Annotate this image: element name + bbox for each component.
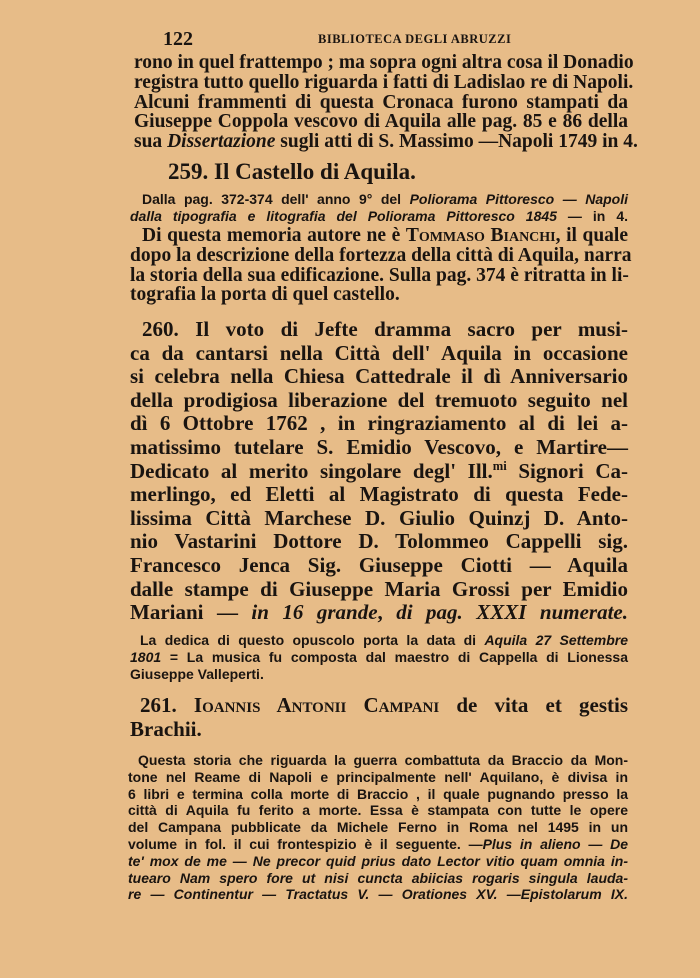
- text-segment: 1801: [130, 648, 162, 665]
- text-line: [130, 578, 628, 602]
- text-segment: di pag. XXXI numerate.: [396, 600, 629, 625]
- text-line: [128, 769, 628, 786]
- text-segment: Poliorama Pittoresco — Napoli: [409, 191, 628, 207]
- text-segment: Dedicato al merito singolare degl' Ill.: [130, 458, 493, 483]
- text-segment: sua: [134, 131, 168, 153]
- text-segment: matissimo tutelare S. Emidio Vescovo, e Martire—: [130, 434, 628, 459]
- text-line: [130, 694, 628, 718]
- text-line: [128, 836, 628, 853]
- text-segment: della prodigiosa liberazione del tremuoto seguito nel: [130, 387, 628, 412]
- paragraph-continued: [134, 52, 638, 153]
- page-header: [0, 28, 700, 50]
- text-segment: Giuseppe Coppola vescovo di Aquila alle pag. 85 e 86 della: [134, 111, 628, 133]
- text-line: [130, 718, 628, 742]
- text-segment: rono in quel frattempo ; ma sopra ogni altra cosa il Donadio: [134, 52, 634, 73]
- text-segment: dì 6 Ottobre 1762 , in ringraziamento al di lei a-: [130, 411, 628, 436]
- text-segment: tuearo Nam spero fore ut nisi cuncta abiicias rogaris singula lauda-: [128, 869, 628, 886]
- text-segment: Tommaso Bianchi: [405, 225, 556, 246]
- text-line: [128, 786, 628, 803]
- text-segment: Aquila 27 Settembre: [484, 632, 628, 648]
- text-segment: Alcuni frammenti di questa Cronaca furono stampati da: [134, 91, 628, 113]
- text-line: [130, 412, 628, 436]
- text-line: [130, 365, 628, 389]
- text-segment: lissima Città Marchese D. Giulio Quinzj D. Anto-: [130, 505, 628, 530]
- entry-261-note: [128, 752, 628, 903]
- text-segment: Dissertazione: [167, 131, 276, 153]
- text-line: [130, 483, 628, 507]
- entry-259-paragraph: [130, 225, 632, 306]
- text-segment: Questa storia che riguarda la guerra combattuta da Braccio da Mon-: [138, 752, 628, 768]
- text-segment: città di Aquila fu ferito a morte. Essa è stampata con tutte le opere: [128, 802, 628, 819]
- text-segment: de vita et gestis: [439, 693, 628, 717]
- page-number: 122: [163, 28, 193, 50]
- text-segment: Giuseppe Valleperti.: [130, 665, 264, 682]
- text-segment: La dedica di questo opuscolo porta la data di: [140, 632, 485, 648]
- text-line: [130, 507, 628, 531]
- text-segment: 260. Il voto di Jefte dramma sacro per musi-: [142, 317, 628, 341]
- text-line: [130, 554, 628, 578]
- text-line: [130, 318, 628, 342]
- text-line: [130, 191, 628, 208]
- text-segment: tone nel Reame di Napoli e principalmente nell' Aquilano, è divisa in: [128, 768, 628, 785]
- entry-259-note: [130, 191, 628, 225]
- text-segment: — in 4.: [556, 207, 628, 224]
- text-line: [130, 285, 628, 305]
- text-line: [130, 666, 628, 683]
- text-line: [130, 601, 628, 625]
- text-segment: volume in fol. il cui frontespizio è il seguente. —: [128, 835, 483, 852]
- text-line: [128, 802, 628, 819]
- text-segment: del Campana pubblicate da Michele Ferno in Roma nel 1495 in un: [128, 819, 628, 836]
- text-line: [128, 870, 628, 887]
- text-segment: ,: [377, 600, 397, 625]
- text-segment: registra tutto quello riguarda i fatti di Ladislao re di Napoli.: [134, 71, 634, 93]
- text-segment: dalla tipografia e litografia del Poliorama Pittoresco 1845: [130, 207, 557, 224]
- text-segment: Signori Ca-: [506, 458, 628, 483]
- text-line: [130, 436, 628, 460]
- running-head: BIBLIOTECA DEGLI ABRUZZI: [318, 32, 512, 46]
- text-line: [134, 93, 628, 113]
- text-segment: 261.: [140, 693, 194, 717]
- text-segment: 259. Il Castello di Aquila.: [168, 159, 416, 184]
- entry-259-heading: [168, 160, 628, 183]
- text-segment: Ioannis Antonii Campani: [193, 693, 440, 717]
- text-line: [128, 819, 628, 836]
- text-segment: la storia della sua edificazione. Sulla pag. 374 è ritratta in li-: [130, 264, 629, 286]
- entry-260-note: [130, 632, 628, 682]
- text-line: [130, 342, 628, 366]
- text-line: [130, 244, 632, 266]
- text-segment: Di questa memoria autore ne è: [142, 225, 406, 246]
- text-line: [134, 112, 628, 132]
- text-line: [130, 530, 628, 554]
- text-segment: merlingo, ed Eletti al Magistrato di questa Fede-: [130, 482, 628, 507]
- text-line: [130, 208, 628, 225]
- text-line: [128, 853, 628, 870]
- text-segment: = La musica fu composta dal maestro di Cappella di Lionessa: [161, 648, 628, 665]
- text-segment: Plus in alieno — De: [482, 835, 628, 852]
- text-segment: Francesco Jenca Sig. Giuseppe Ciotti — Aquila: [130, 552, 628, 577]
- entry-260: [130, 318, 628, 625]
- text-segment: dalle stampe di Giuseppe Maria Grossi per Emidio: [130, 576, 628, 601]
- text-segment: Mariani —: [130, 600, 252, 625]
- text-segment: dopo la descrizione della fortezza della città di Aquila, narra: [130, 244, 632, 266]
- text-segment: mi: [492, 458, 507, 473]
- text-segment: si celebra nella Chiesa Cattedrale il dì Anniversario: [130, 364, 628, 389]
- text-line: [130, 632, 628, 649]
- text-line: [128, 752, 628, 769]
- text-line: [128, 886, 628, 903]
- text-line: [130, 460, 628, 484]
- text-line: [130, 266, 628, 286]
- text-segment: sugli atti di S. Massimo —Napoli 1749 in 4.: [275, 131, 638, 153]
- text-line: [130, 649, 628, 666]
- text-segment: in 16 grande: [251, 600, 378, 625]
- text-line: [134, 52, 634, 73]
- text-line: [130, 226, 628, 246]
- text-segment: Brachii.: [130, 716, 202, 741]
- entry-261-heading: [130, 694, 628, 741]
- text-segment: 6 libri e termina colla morte di Braccio , il quale pugnando presso la: [128, 785, 628, 802]
- text-segment: nio Vastarini Dottore D. Tolommeo Cappelli sig.: [130, 529, 628, 554]
- text-line: [130, 389, 628, 413]
- text-segment: Dalla pag. 372-374 dell' anno 9° del: [142, 191, 410, 207]
- text-line: [134, 131, 638, 153]
- text-segment: , il quale: [555, 225, 629, 246]
- text-segment: te' mox de me — Ne precor quid prius dato Lector vitio quam omnia in-: [128, 852, 628, 869]
- text-segment: ca da cantarsi nella Città dell' Aquila in occasione: [130, 340, 628, 365]
- text-line: [134, 71, 634, 93]
- text-segment: tografia la porta di quel castello.: [130, 284, 400, 306]
- text-line: [168, 160, 628, 183]
- text-segment: re — Continentur — Tractatus V. — Orationes XV. —Epistolarum IX.: [128, 886, 628, 903]
